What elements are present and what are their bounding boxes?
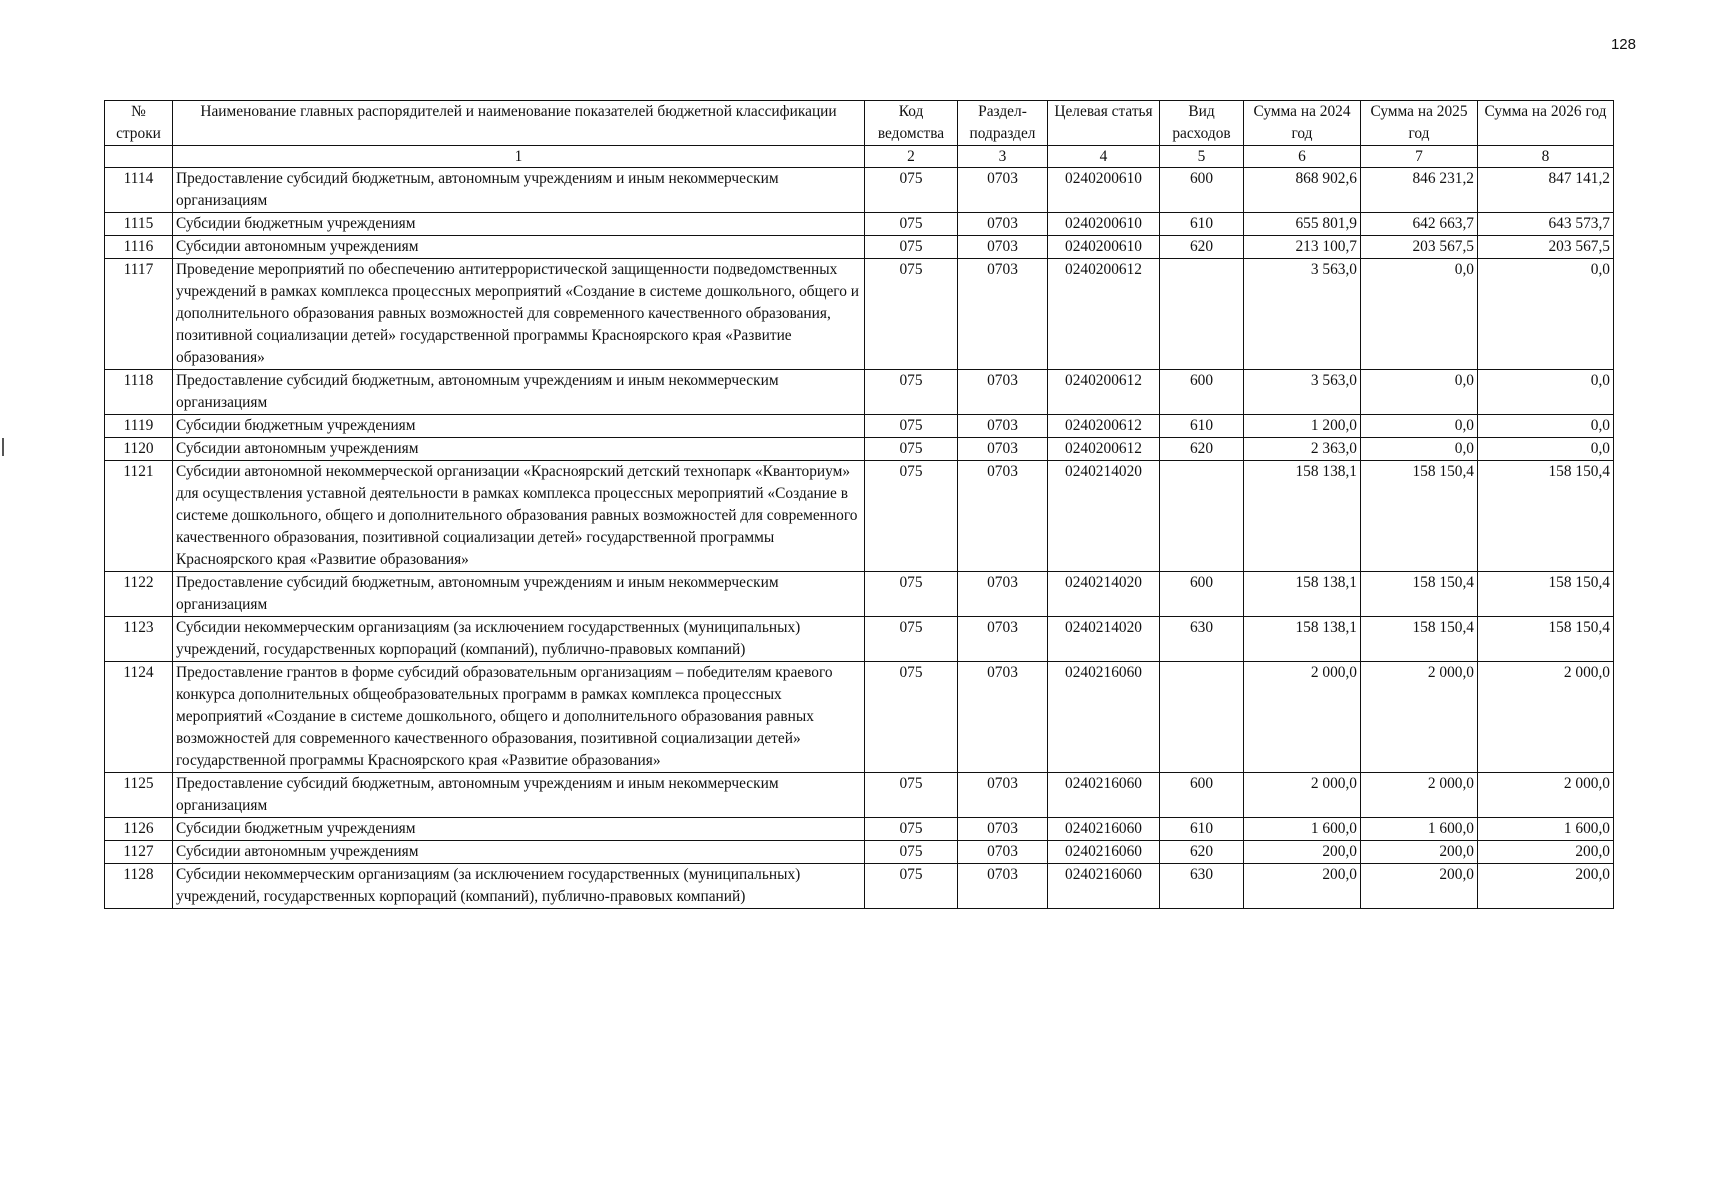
section-cell: 0703 xyxy=(958,461,1048,572)
dept-code-cell: 075 xyxy=(865,572,958,617)
sum-2024-cell: 200,0 xyxy=(1244,841,1361,864)
column-numbers-row xyxy=(105,146,1614,168)
section-cell: 0703 xyxy=(958,259,1048,370)
target-article-cell: 0240200612 xyxy=(1048,370,1160,415)
expense-type-cell: 600 xyxy=(1160,168,1244,213)
table-row xyxy=(105,415,1614,438)
expense-type-cell: 600 xyxy=(1160,370,1244,415)
row-number-cell: 1126 xyxy=(105,818,173,841)
row-number-cell: 1114 xyxy=(105,168,173,213)
table-row xyxy=(105,438,1614,461)
sum-2026-cell: 1 600,0 xyxy=(1478,818,1614,841)
sum-2024-cell: 158 138,1 xyxy=(1244,617,1361,662)
row-name-cell: Проведение мероприятий по обеспечению антитеррористической защищенности подведомственных учреждений в рамках комплекса процессных мероприятий «Создание в системе дошкольного, общего и дополнительного образования равных возможностей для современного качественного образования, позитивной социализации детей» государственной программы Красноярского края «Развитие образования» xyxy=(173,259,865,370)
row-number-cell: 1128 xyxy=(105,864,173,909)
target-article-cell: 0240214020 xyxy=(1048,617,1160,662)
sum-2026-cell: 200,0 xyxy=(1478,841,1614,864)
section-cell: 0703 xyxy=(958,236,1048,259)
row-name-cell: Субсидии автономным учреждениям xyxy=(173,841,865,864)
dept-code-cell: 075 xyxy=(865,168,958,213)
column-number: 7 xyxy=(1361,146,1478,168)
sum-2025-cell: 200,0 xyxy=(1361,841,1478,864)
sum-2024-cell: 2 000,0 xyxy=(1244,662,1361,773)
target-article-cell: 0240200612 xyxy=(1048,415,1160,438)
row-name-cell: Субсидии бюджетным учреждениям xyxy=(173,415,865,438)
row-number-cell: 1123 xyxy=(105,617,173,662)
section-cell: 0703 xyxy=(958,841,1048,864)
row-name-cell: Предоставление грантов в форме субсидий образовательным организациям – победителям краевого конкурса дополнительных общеобразовательных программ в рамках комплекса процессных мероприятий «Создание в системе дошкольного, общего и дополнительного образования равных возможностей для современного качественного образования, позитивной социализации детей» государственной программы Красноярского края «Развитие образования» xyxy=(173,662,865,773)
expense-type-cell: 610 xyxy=(1160,213,1244,236)
header-row-number: № строки xyxy=(105,101,173,146)
section-cell: 0703 xyxy=(958,662,1048,773)
target-article-cell: 0240214020 xyxy=(1048,461,1160,572)
table-row xyxy=(105,662,1614,773)
section-cell: 0703 xyxy=(958,415,1048,438)
expense-type-cell: 620 xyxy=(1160,236,1244,259)
row-number-cell: 1124 xyxy=(105,662,173,773)
column-number: 4 xyxy=(1048,146,1160,168)
dept-code-cell: 075 xyxy=(865,259,958,370)
section-cell: 0703 xyxy=(958,370,1048,415)
sum-2025-cell: 203 567,5 xyxy=(1361,236,1478,259)
row-number-cell: 1121 xyxy=(105,461,173,572)
row-name-cell: Предоставление субсидий бюджетным, автономным учреждениям и иным некоммерческим организациям xyxy=(173,370,865,415)
sum-2026-cell: 158 150,4 xyxy=(1478,461,1614,572)
expense-type-cell: 610 xyxy=(1160,415,1244,438)
target-article-cell: 0240200612 xyxy=(1048,259,1160,370)
sum-2026-cell: 0,0 xyxy=(1478,259,1614,370)
row-name-cell: Субсидии некоммерческим организациям (за исключением государственных (муниципальных) учреждений, государственных корпораций (компаний), публично-правовых компаний) xyxy=(173,617,865,662)
dept-code-cell: 075 xyxy=(865,773,958,818)
header-dept-code: Код ведомства xyxy=(865,101,958,146)
sum-2024-cell: 2 363,0 xyxy=(1244,438,1361,461)
sum-2024-cell: 655 801,9 xyxy=(1244,213,1361,236)
section-cell: 0703 xyxy=(958,773,1048,818)
sum-2025-cell: 0,0 xyxy=(1361,438,1478,461)
sum-2025-cell: 2 000,0 xyxy=(1361,773,1478,818)
sum-2026-cell: 2 000,0 xyxy=(1478,773,1614,818)
dept-code-cell: 075 xyxy=(865,662,958,773)
table-row xyxy=(105,213,1614,236)
row-number-cell: 1116 xyxy=(105,236,173,259)
row-name-cell: Субсидии бюджетным учреждениям xyxy=(173,818,865,841)
expense-type-cell xyxy=(1160,662,1244,773)
row-name-cell: Предоставление субсидий бюджетным, автономным учреждениям и иным некоммерческим организациям xyxy=(173,168,865,213)
row-name-cell: Субсидии автономным учреждениям xyxy=(173,236,865,259)
sum-2025-cell: 642 663,7 xyxy=(1361,213,1478,236)
header-target-article: Целевая статья xyxy=(1048,101,1160,146)
column-number: 3 xyxy=(958,146,1048,168)
target-article-cell: 0240200612 xyxy=(1048,438,1160,461)
sum-2026-cell: 0,0 xyxy=(1478,415,1614,438)
table-row xyxy=(105,168,1614,213)
row-number-cell: 1127 xyxy=(105,841,173,864)
expense-type-cell: 620 xyxy=(1160,438,1244,461)
sum-2026-cell: 158 150,4 xyxy=(1478,617,1614,662)
header-sum-2024: Сумма на 2024 год xyxy=(1244,101,1361,146)
row-name-cell: Субсидии автономным учреждениям xyxy=(173,438,865,461)
row-name-cell: Субсидии бюджетным учреждениям xyxy=(173,213,865,236)
sum-2024-cell: 3 563,0 xyxy=(1244,370,1361,415)
column-number: 8 xyxy=(1478,146,1614,168)
table-row xyxy=(105,617,1614,662)
row-number-cell: 1125 xyxy=(105,773,173,818)
section-cell: 0703 xyxy=(958,438,1048,461)
table-row xyxy=(105,818,1614,841)
header-sum-2025: Сумма на 2025 год xyxy=(1361,101,1478,146)
section-cell: 0703 xyxy=(958,572,1048,617)
sum-2025-cell: 0,0 xyxy=(1361,370,1478,415)
sum-2024-cell: 868 902,6 xyxy=(1244,168,1361,213)
table-row xyxy=(105,461,1614,572)
section-cell: 0703 xyxy=(958,864,1048,909)
dept-code-cell: 075 xyxy=(865,415,958,438)
expense-type-cell: 620 xyxy=(1160,841,1244,864)
row-number-cell: 1122 xyxy=(105,572,173,617)
dept-code-cell: 075 xyxy=(865,841,958,864)
sum-2025-cell: 158 150,4 xyxy=(1361,572,1478,617)
column-number xyxy=(105,146,173,168)
dept-code-cell: 075 xyxy=(865,370,958,415)
row-name-cell: Субсидии автономной некоммерческой организации «Красноярский детский технопарк «Кванториум» для осуществления уставной деятельности в рамках комплекса процессных мероприятий «Создание в системе дошкольного, общего и дополнительного образования равных возможностей для современного качественного образования, позитивной социализации детей» государственной программы Красноярского края «Развитие образования» xyxy=(173,461,865,572)
sum-2026-cell: 643 573,7 xyxy=(1478,213,1614,236)
section-cell: 0703 xyxy=(958,617,1048,662)
sum-2024-cell: 200,0 xyxy=(1244,864,1361,909)
target-article-cell: 0240216060 xyxy=(1048,841,1160,864)
target-article-cell: 0240216060 xyxy=(1048,773,1160,818)
row-number-cell: 1115 xyxy=(105,213,173,236)
sum-2025-cell: 158 150,4 xyxy=(1361,617,1478,662)
target-article-cell: 0240216060 xyxy=(1048,864,1160,909)
table-row xyxy=(105,259,1614,370)
sum-2025-cell: 158 150,4 xyxy=(1361,461,1478,572)
sum-2025-cell: 1 600,0 xyxy=(1361,818,1478,841)
table-row xyxy=(105,572,1614,617)
table-row xyxy=(105,370,1614,415)
target-article-cell: 0240216060 xyxy=(1048,662,1160,773)
sum-2025-cell: 2 000,0 xyxy=(1361,662,1478,773)
sum-2026-cell: 0,0 xyxy=(1478,438,1614,461)
sum-2024-cell: 1 200,0 xyxy=(1244,415,1361,438)
sum-2026-cell: 200,0 xyxy=(1478,864,1614,909)
column-number: 6 xyxy=(1244,146,1361,168)
table-row xyxy=(105,236,1614,259)
scan-artifact-mark xyxy=(2,438,4,456)
expense-type-cell: 600 xyxy=(1160,572,1244,617)
row-number-cell: 1120 xyxy=(105,438,173,461)
expense-type-cell: 610 xyxy=(1160,818,1244,841)
header-sum-2026: Сумма на 2026 год xyxy=(1478,101,1614,146)
sum-2025-cell: 200,0 xyxy=(1361,864,1478,909)
sum-2024-cell: 3 563,0 xyxy=(1244,259,1361,370)
dept-code-cell: 075 xyxy=(865,461,958,572)
page-number: 128 xyxy=(1610,36,1636,53)
budget-table xyxy=(104,100,1614,909)
expense-type-cell: 630 xyxy=(1160,617,1244,662)
row-number-cell: 1119 xyxy=(105,415,173,438)
dept-code-cell: 075 xyxy=(865,617,958,662)
table-row xyxy=(105,841,1614,864)
sum-2026-cell: 847 141,2 xyxy=(1478,168,1614,213)
dept-code-cell: 075 xyxy=(865,438,958,461)
column-number: 1 xyxy=(173,146,865,168)
table-row xyxy=(105,773,1614,818)
expense-type-cell: 630 xyxy=(1160,864,1244,909)
expense-type-cell xyxy=(1160,461,1244,572)
row-name-cell: Предоставление субсидий бюджетным, автономным учреждениям и иным некоммерческим организациям xyxy=(173,572,865,617)
target-article-cell: 0240216060 xyxy=(1048,818,1160,841)
sum-2025-cell: 846 231,2 xyxy=(1361,168,1478,213)
row-number-cell: 1117 xyxy=(105,259,173,370)
row-name-cell: Предоставление субсидий бюджетным, автономным учреждениям и иным некоммерческим организациям xyxy=(173,773,865,818)
sum-2024-cell: 158 138,1 xyxy=(1244,572,1361,617)
sum-2024-cell: 1 600,0 xyxy=(1244,818,1361,841)
expense-type-cell: 600 xyxy=(1160,773,1244,818)
sum-2026-cell: 0,0 xyxy=(1478,370,1614,415)
sum-2025-cell: 0,0 xyxy=(1361,259,1478,370)
target-article-cell: 0240200610 xyxy=(1048,213,1160,236)
table-header-row xyxy=(105,101,1614,146)
header-expense-type: Вид расходов xyxy=(1160,101,1244,146)
dept-code-cell: 075 xyxy=(865,213,958,236)
sum-2024-cell: 213 100,7 xyxy=(1244,236,1361,259)
dept-code-cell: 075 xyxy=(865,818,958,841)
sum-2025-cell: 0,0 xyxy=(1361,415,1478,438)
row-number-cell: 1118 xyxy=(105,370,173,415)
row-name-cell: Субсидии некоммерческим организациям (за исключением государственных (муниципальных) учреждений, государственных корпораций (компаний), публично-правовых компаний) xyxy=(173,864,865,909)
section-cell: 0703 xyxy=(958,818,1048,841)
header-name: Наименование главных распорядителей и наименование показателей бюджетной классификации xyxy=(173,101,865,146)
table-row xyxy=(105,864,1614,909)
sum-2026-cell: 158 150,4 xyxy=(1478,572,1614,617)
section-cell: 0703 xyxy=(958,213,1048,236)
sum-2026-cell: 203 567,5 xyxy=(1478,236,1614,259)
dept-code-cell: 075 xyxy=(865,236,958,259)
sum-2024-cell: 2 000,0 xyxy=(1244,773,1361,818)
section-cell: 0703 xyxy=(958,168,1048,213)
column-number: 2 xyxy=(865,146,958,168)
dept-code-cell: 075 xyxy=(865,864,958,909)
header-section: Раздел-подраздел xyxy=(958,101,1048,146)
target-article-cell: 0240200610 xyxy=(1048,236,1160,259)
table-body xyxy=(105,146,1614,909)
target-article-cell: 0240214020 xyxy=(1048,572,1160,617)
target-article-cell: 0240200610 xyxy=(1048,168,1160,213)
sum-2026-cell: 2 000,0 xyxy=(1478,662,1614,773)
column-number: 5 xyxy=(1160,146,1244,168)
expense-type-cell xyxy=(1160,259,1244,370)
sum-2024-cell: 158 138,1 xyxy=(1244,461,1361,572)
